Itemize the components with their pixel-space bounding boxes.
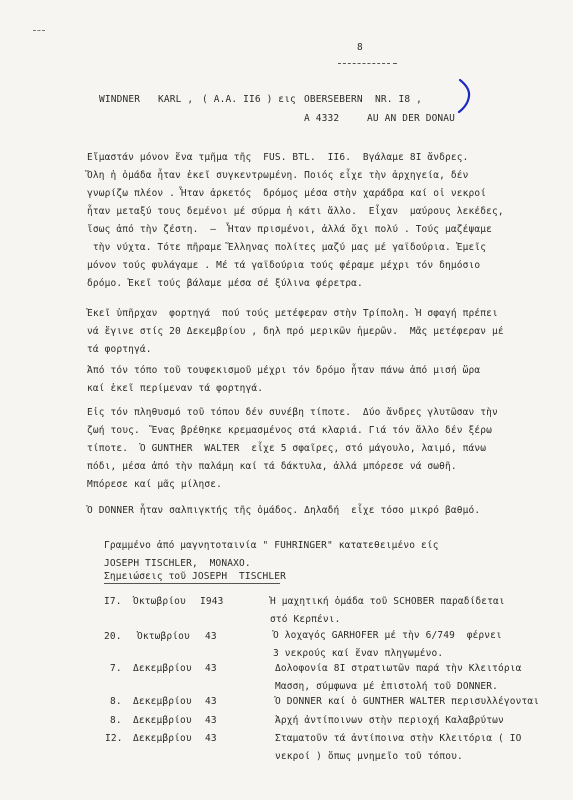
note-text: Δολοφονία 8I στρατιωτῶν παρά τὴν Κλειτόρια [275,663,522,674]
header-locality: AU AN DER DONAU [367,113,456,124]
note-day: 8. [110,715,122,726]
note-text: νεκροί ) ὅπως μνημεῖο τοῦ τόπου. [275,751,463,762]
text-line: Μπόρεσε καί μᾶς μίλησε. [87,479,222,490]
corner-mark [33,30,45,31]
text-line: Εἰς τόν πληθυσμό τοῦ τόπου δέν συνέβη τίποτε. Δύο ἄνδρες γλυτῶσαν τὴν [87,407,498,418]
note-month: Ὀκτωβρίου [133,596,186,607]
source-line: Γραμμένο ἀπό μαγνητοταινία " FUHRINGER" κατατεθειμένο είς [104,540,439,551]
note-text: 3 νεκρούς καί ἕναν πληγωμένο. [273,648,444,659]
text-line: καί ἐκεῖ περίμεναν τά φορτηγά. [87,383,264,394]
note-year: I943 [200,596,224,607]
text-line: Εἴμαστάν μόνον ἕνα τμῆμα τῆς FUS. BTL. II6. Βγάλαμε 8I ἄνδρες. [87,152,469,163]
handwritten-bracket-icon [456,78,474,114]
text-line: τὴν νύχτα. Τότε πῆραμε Ἕλληνας πολίτες μαζύ μας μέ γαϊδούρια. Ἐμεῖς [87,242,487,253]
page-number-rule-tick [393,63,397,64]
note-month: Δεκεμβρίου [133,733,192,744]
note-text: Ὁ DONNER καί ὁ GUNTHER WALTER περισυλλέγονται [275,696,540,707]
text-line: ἦταν μεταξύ τους δεμένοι μέ σύρμα ἡ κάτι ἄλλο. Εἶχαν μαύρους λεκέδες, [87,206,504,217]
note-text: Ἀρχή ἀντίποινων στὴν περιοχή Καλαβρύτων [275,715,504,726]
note-month: Ὀκτωβρίου [137,631,190,642]
text-line: ἴσως ἀπό τὴν ζέστη. – Ἦταν πρισμένοι, ἀλλά ὄχι πολύ . Τούς μαζέψαμε [87,224,492,235]
text-line: δρόμο. Ἐκεῖ τούς βάλαμε μέσα σέ ξύλινα φέρετρα. [87,278,363,289]
note-year: 43 [205,663,217,674]
note-text: Σταματοῦν τά ἀντίποινα στὴν Κλειτόρια ( IO [275,733,522,744]
note-text: στό Κερπένι. [270,614,341,625]
note-text: Μασση, σύμφωνα μέ ἐπιστολή τοῦ DONNER. [275,681,499,692]
header-reference: ( A.A. II6 ) εις [202,94,296,105]
text-line: Ὁ DONNER ἦταν σαλπιγκτής τῆς ὁμάδος. Δηλαδή εἶχε τόσο μικρό βαθμό. [87,505,481,516]
header-first-name: KARL , [158,94,194,105]
text-line: Ἐκεῖ ὑπῆρχαν φορτηγά πού τούς μετέφεραν στὴν Τρίπολη. Ἡ σφαγή πρέπει [87,308,498,319]
note-day: I7. [104,596,122,607]
header-number: NR. I8 , [375,94,422,105]
note-day: I2. [105,733,123,744]
text-line: τίποτε. Ὁ GUNTHER WALTER εἶχε 5 σφαῖρες, στό μάγουλο, λαιμό, πάνω [87,443,487,454]
note-month: Δεκεμβρίου [133,696,192,707]
header-postcode: A 4332 [304,113,340,124]
note-month: Δεκεμβρίου [133,715,192,726]
header-name: WINDNER [99,94,141,105]
note-text: Ὁ λοχαγός GARHOFER μέ τὴν 6/749 φέρνει [273,630,502,641]
text-line: τά φορτηγά. [87,344,152,355]
note-year: 43 [205,631,217,642]
text-line: μόνον τούς φυλάγαμε . Μέ τά γαϊδούρια τούς φέραμε μέχρι τόν δημόσιο [87,260,481,271]
text-line: νά ἔγινε στίς 20 Δεκεμβρίου , δηλ πρό μερικῶν ἡμερῶν. Μᾶς μετέφεραν μέ [87,326,504,337]
note-year: 43 [205,733,217,744]
text-line: Ὅλη ἡ ὁμάδα ἦταν ἐκεῖ συγκεντρωμένη. Ποιός εἶχε τὴν ἀρχηγεία, δέν [87,170,469,181]
note-year: 43 [205,696,217,707]
source-line: JOSEPH TISCHLER, MONAXO. [104,558,251,569]
notes-heading-underline [104,583,280,584]
page-number-rule [338,63,390,64]
header-place: OBERSEBERN [304,94,363,105]
text-line: Ἀπό τόν τόπο τοῦ τουφεκισμοῦ μέχρι τόν δρόμο ἦταν πάνω ἀπό μισή ὥρα [87,365,481,376]
page-number: 8 [357,42,363,53]
text-line: ζωή τους. Ἕνας βρέθηκε κρεμασμένος στά κλαριά. Γιά τόν ἄλλο δέν ξέρω [87,425,492,436]
note-month: Δεκεμβρίου [133,663,192,674]
note-year: 43 [205,715,217,726]
note-day: 20. [104,631,122,642]
note-day: 7. [110,663,122,674]
note-day: 8. [110,696,122,707]
text-line: γνωρίζω πλέον . Ἦταν ἀρκετός δρόμος μέσα στὴν χαράδρα καί οἱ νεκροί [87,188,487,199]
text-line: πόδι, μέσα ἀπό τὴν παλάμη καί τά δάκτυλα, ἀλλά μπόρεσε νά σωθῆ. [87,461,457,472]
note-text: Ἡ μαχητική ὁμάδα τοῦ SCHOBER παραδίδεται [270,596,505,607]
notes-heading: Σημειώσεις τοῦ JOSEPH TISCHLER [104,571,286,582]
